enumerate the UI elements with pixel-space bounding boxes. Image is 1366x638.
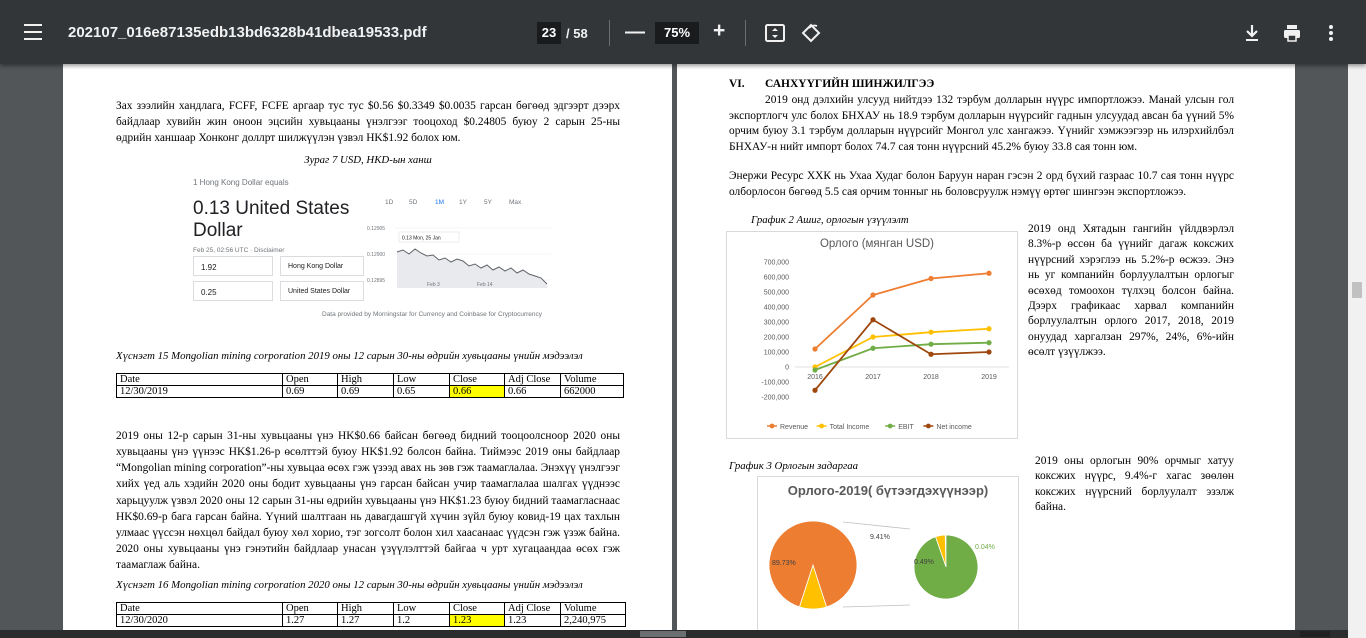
sparkline-tooltip: 0.13 Mon, 25 Jan (402, 235, 441, 242)
pie-label-other: 0.49% (914, 559, 934, 566)
section-number: VI. (729, 78, 745, 90)
legend-label: EBIT (898, 424, 914, 431)
y-tick-label: -200,000 (761, 394, 789, 402)
legend-marker (926, 424, 931, 429)
income-line-chart (727, 232, 1017, 438)
range-1d[interactable]: 1D (385, 199, 394, 206)
revenue-breakdown-paragraph: 2019 оны орлогын 90% орчмыг хатуу коксжих нүүрс, 9.4%-г хагас зөөлөн коксжих нүүрсний борлуулалт эзэлж байна. (1035, 455, 1234, 514)
y-tick-label: 300,000 (763, 319, 789, 327)
pdf-page-right (677, 64, 1295, 638)
x-tick-label: 2019 (981, 374, 997, 381)
table-row (117, 386, 624, 398)
download-icon[interactable] (1241, 22, 1263, 44)
data-point (986, 349, 991, 354)
widget-value (193, 198, 349, 242)
page-total: / 58 (566, 26, 588, 41)
series-line (815, 329, 989, 367)
sparkline-xtick: Feb 14 (477, 282, 493, 288)
range-5d[interactable]: 5D (409, 199, 418, 206)
revenue-pie-chart-frame (757, 476, 1019, 638)
table-cell: 1.23 (505, 615, 561, 627)
sparkline-ytick: 0.12900 (367, 252, 386, 258)
y-tick-label: 200,000 (763, 334, 789, 342)
analysis-paragraph: 2019 оны 12-р сарын 31-ны хувьцааны үнэ HK$0.66 байсан бөгөөд бидний тооцоолсноор 2020 оны хувьцааны үнэ үүнээс HK$1.26-р өсөлттэй буюу HK$1.92 болсон байна. Тиймээс 2019 оны байдлаар “Mongolian mining corporation”-ны хувьцаа өсөх гэж үзээд авах нь зөв гэж таамаглалаа. Энэхүү үнэлгээг хийх үед аль хэдийн 2020 оны бодит хувьцааны үнэ гарсан байсан учир таамаглалаа шалгах үүднээс харьцуулж үзвэл 2020 оны 12 сарын 31-ны өдрийн хувьцааны үнэ HK$1.23 буюу бидний таамаглаcнаас HK$0.69-р бага гарсан байна. Үүний шалтгаан нь давагдашгүй хүчин зүйл буюу ковид-19 цах тахлын улмаас үүссэн нөхцөл байдал буюу хөл хорио, тэг зогсолт болон хил хаасанаас үүдсэн гэж үзэж байна. 2020 оны хувьцааны үнэ гэнэтийн байдлаар унасан үзүүлэлттэй байгаа ч урт хугацаандаа өсөх гэж таамаглаж байна. (116, 430, 620, 572)
table-cell: Date (117, 603, 283, 615)
table-cell: 2,240,975 (561, 615, 626, 627)
print-icon[interactable] (1281, 22, 1303, 44)
figure-7-caption: Зураг 7 USD, HKD-ын ханш (304, 154, 432, 166)
y-tick-label: -100,000 (761, 379, 789, 387)
table-cell: Close (450, 374, 505, 386)
pie-label-small: 0.04% (975, 544, 995, 551)
zoom-out-button[interactable]: — (625, 21, 645, 43)
more-vert-icon[interactable] (1320, 22, 1342, 44)
pdf-toolbar (0, 0, 1366, 64)
sparkline-xtick: Feb 3 (427, 282, 440, 288)
data-point (870, 346, 875, 351)
table-header-row (117, 374, 624, 386)
sparkline-ytick: 0.12905 (367, 226, 386, 232)
rotate-icon[interactable] (800, 22, 822, 44)
y-tick-label: 400,000 (763, 304, 789, 312)
legend-label: Net income (936, 424, 972, 431)
data-point (812, 367, 817, 372)
x-tick-label: 2016 (807, 374, 823, 381)
table-cell: 12/30/2020 (117, 615, 283, 627)
range-1y[interactable]: 1Y (459, 199, 467, 206)
fit-page-icon[interactable] (764, 22, 786, 44)
table-cell: Volume (561, 603, 626, 615)
widget-value-line1: 0.13 United States (193, 198, 350, 219)
sparkline-ytick: 0.12895 (367, 278, 386, 284)
revenue-pie-chart (758, 477, 1018, 638)
y-tick-label: 700,000 (763, 259, 789, 267)
table-16-caption: Хүснэгт 16 Mongolian mining corporation 2020 оны 12 сарын 30-ны өдрийн хувьцааны үнийн мэдээлэл (116, 579, 583, 591)
table-cell: 0.69 (283, 386, 338, 398)
toolbar-divider (745, 20, 746, 46)
data-point (986, 326, 991, 331)
widget-date: Feb 25, 02:56 UTC · Disclaimer (193, 247, 285, 254)
scroll-indicator (1300, 631, 1330, 637)
table-header-row (117, 603, 626, 615)
table-16 (116, 602, 626, 627)
data-point (928, 276, 933, 281)
pdf-page-left (63, 64, 672, 638)
table-cell: 0.66 (505, 386, 561, 398)
graph-2-caption: График 2 Ашиг, орлогын үзүүлэлт (751, 214, 909, 226)
amount-input-1[interactable]: 1.92 (193, 256, 273, 276)
table-cell-highlight: 0.66 (450, 386, 505, 398)
legend-marker (888, 424, 893, 429)
data-point (812, 388, 817, 393)
widget-value-line2: Dollar (193, 220, 243, 241)
y-tick-label: 500,000 (763, 289, 789, 297)
data-point (870, 317, 875, 322)
data-point (870, 334, 875, 339)
pie-label-hcc: 89.73% (772, 560, 796, 567)
table-cell: High (338, 603, 394, 615)
data-point (870, 292, 875, 297)
intro-paragraph: Зах зээлийн хандлага, FCFF, FCFE аргаар тус тус $0.56 $0.3349 $0.0035 гарсан бөгөөд эдгээрт дээрх байдлаар хувийн жин оноон эцсийн хувьцааны үнэлгээг тооцоход $0.24805 буюу 2 сарын 25-ны өдрийн ханшаар Хонконг доллрт шилжүүлэн үзвэл HK$1.92 болох юм. (116, 100, 620, 145)
income-line-chart-frame (726, 231, 1018, 439)
document-title: 202107_016e87135edb13bd6328b41dbea19533.pdf (68, 24, 427, 41)
table-cell: Open (283, 374, 338, 386)
chart-title: Орлого (мянган USD) (819, 238, 935, 250)
x-tick-label: 2017 (865, 374, 881, 381)
steel-production-paragraph: 2019 онд Хятадын гангийн үйлдвэрлэл 8.3%-р өссөн ба үүнийг дагаж коксжих нүүрсний хэрэглээ нь 5.2%-р өсжээ. Энэ нь уг компанийн борлуулалтын орлогыг өсөхөд томоохон түлхэц болсон байна. Дээрх графикаас харвал компанийн борлуулалтын орлого 2017, 2018, 2019 онуудад харгалзан 297%, 24%, 6%-ийн өсөлт үзүүлжээ. (1028, 223, 1234, 359)
legend-marker (819, 424, 824, 429)
table-cell: 1.2 (394, 615, 450, 627)
widget-footer: Data provided by Morningstar for Currency and Coinbase for Cryptocurrency (322, 311, 543, 318)
currency-converter-widget (191, 174, 551, 324)
amount-input-2[interactable]: 0.25 (193, 281, 273, 301)
data-point (928, 342, 933, 347)
table-15 (116, 373, 624, 398)
legend-label: Revenue (780, 424, 809, 431)
table-cell: Low (394, 374, 450, 386)
table-cell: Adj Close (505, 603, 561, 615)
x-tick-label: 2018 (923, 374, 939, 381)
pie-title: Орлого-2019( бүтээгдэхүүнээр) (787, 483, 989, 498)
table-row (117, 615, 626, 627)
pie-connector-line (843, 522, 910, 529)
vertical-scrollbar-thumb[interactable] (1352, 282, 1362, 298)
table-cell: Open (283, 603, 338, 615)
table-cell: 1.27 (338, 615, 394, 627)
menu-icon[interactable] (24, 24, 42, 40)
graph-3-caption: График 3 Орлогын задаргаа (729, 460, 859, 472)
y-tick-label: 0 (785, 364, 789, 372)
section-title: САНХҮҮГИЙН ШИНЖИЛГЭЭ (765, 78, 935, 90)
data-point (928, 352, 933, 357)
data-point (812, 346, 817, 351)
y-tick-label: 100,000 (763, 349, 789, 357)
legend-marker (770, 424, 775, 429)
data-point (986, 271, 991, 276)
page-number-input[interactable]: 23 (537, 22, 561, 44)
table-cell: 1.27 (283, 615, 338, 627)
range-max[interactable]: Max (509, 199, 522, 206)
pie-connector-line (843, 605, 910, 607)
table-cell: Adj Close (505, 374, 561, 386)
horizontal-scrollbar-thumb[interactable] (640, 631, 686, 637)
pie-label-ssc: 9.41% (870, 534, 890, 541)
data-point (986, 340, 991, 345)
table-15-caption: Хүснэгт 15 Mongolian mining corporation 2019 оны 12 сарын 30-ны өдрийн хувьцааны үнийн мэдээлэл (116, 350, 583, 362)
table-cell: Low (394, 603, 450, 615)
table-cell: Close (450, 603, 505, 615)
data-point (928, 330, 933, 335)
exchange-rate-sparkline (367, 216, 551, 288)
toolbar-divider (609, 20, 610, 46)
currency-select-1[interactable]: Hong Kong Dollar (280, 256, 364, 276)
y-tick-label: 600,000 (763, 274, 789, 282)
zoom-in-button[interactable]: + (713, 19, 726, 42)
table-cell: 662000 (561, 386, 624, 398)
zoom-input[interactable]: 75% (655, 22, 699, 44)
vertical-scrollbar[interactable] (1348, 64, 1366, 638)
table-cell: 0.69 (338, 386, 394, 398)
currency-select-2[interactable]: United States Dollar (280, 281, 364, 301)
widget-equals-label: 1 Hong Kong Dollar equals (193, 178, 289, 187)
table-cell: High (338, 374, 394, 386)
pie-of-pie-slice (914, 535, 978, 599)
table-cell-highlight: 1.23 (450, 615, 505, 627)
table-cell: Volume (561, 374, 624, 386)
table-cell: 12/30/2019 (117, 386, 283, 398)
range-5y[interactable]: 5Y (484, 199, 492, 206)
legend-label: Total Income (829, 424, 870, 431)
table-cell: 0.65 (394, 386, 450, 398)
energy-resource-paragraph: Энержи Ресурс ХХК нь Ухаа Худаг болон Баруун наран гэсэн 2 орд бүхий газраас 10.7 сая тонн нүүрс олборлосон бөгөөд 5.5 сая орчим тонныг нь боловсруулж нэмүү өртөг шингээн экспортложээ. (729, 170, 1234, 198)
series-line (815, 343, 989, 370)
table-cell: Date (117, 374, 283, 386)
coal-import-paragraph: 2019 онд дэлхийн улсууд нийтдээ 132 тэрбум долларын нүүрс импортложээ. Манай улсын гол экспортлогч улс болох БНХАУ нь 18.9 тэрбум долларын нүүрсийг гаднын улсуудад авсан ба үүний 5% орчим буюу 3.1 тэрбум долларын нүүрсийг Монгол улс хангажээ. Үүнийг хэмжээгээр нь илэрхийлбэл БНХАУ-н нийт импорт болох 74.7 сая тонн нүүрсний 45.2% буюу 33.8 сая тонн юм. (729, 94, 1234, 153)
range-1m[interactable]: 1M (435, 199, 445, 206)
